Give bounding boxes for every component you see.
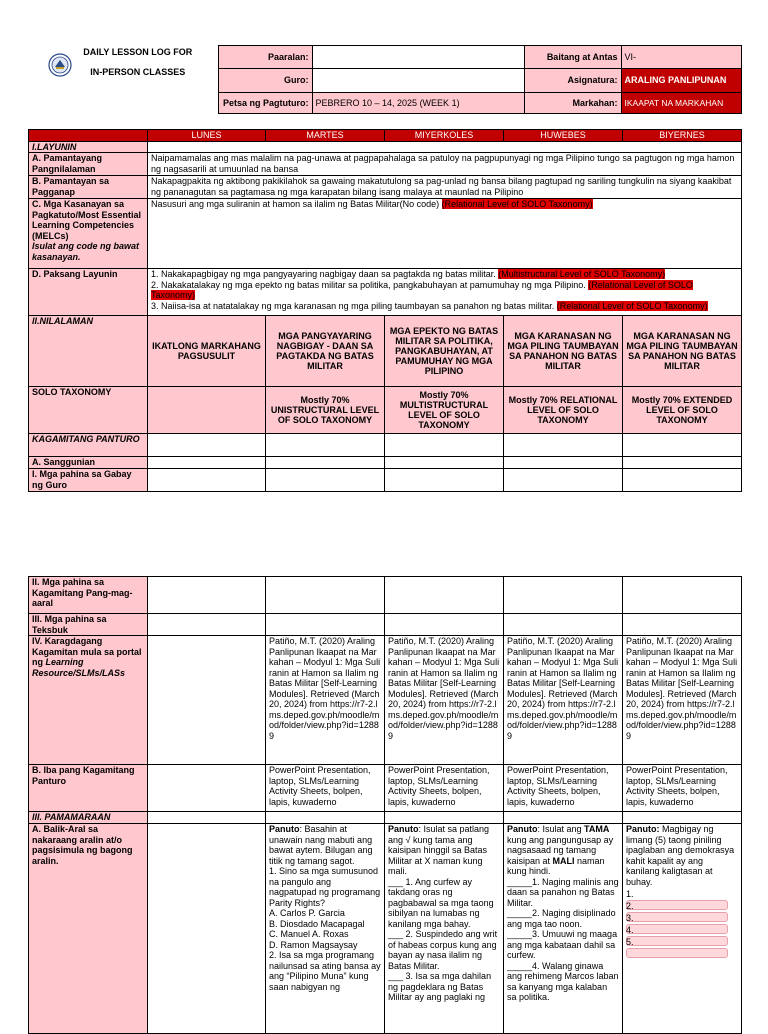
paaralan-label: Paaralan: xyxy=(218,46,312,69)
miyerkoles-activity-text: : Isulat sa patlang ang √ kung tama ang kaisipan hinggil sa Batas Militar at X naman kung mali. ___ 1. Ang curfew ay takdang oras ng pagbabawal sa mga taong sibilyan na lumabas ng kanilang mga bahay. ___ 2. Suspindedo ang writ of habeas corpus kung ang bayan ay nasa ilalim ng Batas Militar. ___ 3. Isa sa mga dahilan ng pagdeklara ng Batas Militar ay ang paglaki ng xyxy=(388,824,498,1002)
melc-note: Isulat ang code ng bawat kasanayan. xyxy=(32,241,140,262)
asignatura-label: Asignatura: xyxy=(524,69,621,93)
huwebes-panuto-label: Panuto xyxy=(507,824,538,834)
pamantayan-pagganap-text: Nakapagpakita ng aktibong pakikilahok sa gawaing makatutulong sa pag-unlad ng bansa bilang pagtupad ng sariling tungkulin na siyang kaakibat ng pananagutan sa pagtamasa ng mga karapatan bilang isang malaya at maunlad na Pilipino xyxy=(148,176,742,199)
reference-huwebes: Patiño, M.T. (2020) Araling Panlipunan Ikaapat na Markahan – Modyul 1: Mga Suliranin at Hamon sa Ilalim ng Batas Militar [Self-Learning Modules]. Retrieved (March 20, 2024) from https://r7-2.lms.deped.gov.ph/moodle/mod/folder/view.php?id=12889 xyxy=(504,636,623,765)
paksang-layunin-list xyxy=(148,269,742,316)
tama-keyword: TAMA xyxy=(584,824,610,834)
lesson-table-part2: II. Mga pahina sa Kagamitang Pang-mag-aaral III. Mga pahina sa Teksbuk IV. Karagdagang Kagamitan mula sa portal ng Learning Resource/SLMs/LASs Patiño, M.T. (2020) Araling Panlipunan Ikaapat na Markahan – Modyul 1: Mga Suliranin at Hamon sa Ilalim ng Batas Militar [Self-Learning Modules]. Retrieved (March 20, 2024) from https://r7-2.lms.deped.gov.ph/moodle/mod/folder/view.php?id=12889 Patiño, M.T. (2020) Araling Panlipunan Ikaapat na Markahan – Modyul 1: Mga Suliranin at Hamon sa Ilalim ng Batas Militar [Self-Learning Modules]. Retrieved (March 20, 2024) from https://r7-2.lms.deped.gov.ph/moodle/mod/folder/view.php?id=12889 Patiño, M.T. (2020) Araling Panlipunan Ikaapat na Markahan – Modyul 1: Mga Suliranin at Hamon sa Ilalim ng Batas Militar [Self-Learning Modules]. Retrieved (March 20, 2024) from https://r7-2.lms.deped.gov.ph/moodle/mod/folder/view.php?id=12889 Patiño, M.T. (2020) Araling Panlipunan Ikaapat na Markahan – Modyul 1: Mga Suliranin at Hamon sa Ilalim ng Batas Militar [Self-Learning Modules]. Retrieved (March 20, 2024) from https://r7-2.lms.deped.gov.ph/moodle/mod/folder/view.php?id=12889 B. Iba pang Kagamitang Panturo PowerPoint Presentation, laptop, SLMs/Learning Activity Sheets, bolpen, lapis, kuwaderno PowerPoint Presentation, laptop, SLMs/Learning Activity Sheets, bolpen, lapis, kuwaderno PowerPoint Presentation, laptop, SLMs/Learning Activity Sheets, bolpen, lapis, kuwaderno PowerPoint Presentation, laptop, SLMs/Learning Activity Sheets, bolpen, lapis, kuwaderno III. PAMAMARAAN A. Balik-Aral sa nakaraang aralin at/o pagsisimula ng bagong aralin. Panuto: Basahin at unawain nang mabuti ang bawat aytem. Bilugan ang titik ng tamang sagot. 1. Sino sa mga sumusunod na pangulo ang nagpatupad ng programang Parity Rights? A. Carlos P. Garcia B. Diosdado Macapagal C. Manuel A. Roxas D. Ramon Magsaysay 2. Isa sa mga programang nailunsad sa ating bansa ay ang “Pilipino Muna” kung saan nabigyan ng Panuto: Isulat sa patlang ang √ kung tama ang kaisipan hinggil sa Batas Militar at X naman kung mali. ___ 1. Ang curfew ay takdang oras ng pagbabawal sa mga taong sibilyan na lumabas ng kanilang mga bahay. ___ 2. Suspindedo ang writ of habeas corpus kung ang bayan ay nasa ilalim ng Batas Militar. ___ 3. Isa sa mga dahilan ng pagdeklara ng Batas Militar ay ang paglaki ng Panuto: Isulat ang TAMA kung ang pangungusap ay nagsasaad ng tamang kaisipan at MALI naman kung hindi. _____1. Naging malinis ang daan sa panahon ng Batas Militar. _____2. Naging disiplinado ang mga tao noon. _____3. Umuuwi ng maaga ang mga kabataan dahil sa curfew. _____4. Walang ginawa ang rehimeng Marcos laban sa kanyang mga kalaban sa politika. Panuto: Magbigay ng limang (5) taong piniling ipaglaban ang demokrasya kahit kapalit ay ang kanilang kaligtasan at buhay. 1. 2. 3. 4. 5. xyxy=(28,576,742,1034)
answer-field-5[interactable] xyxy=(626,948,728,958)
paksang-layunin-label: D. Paksang Layunin xyxy=(29,269,148,316)
gabay-guro-label: I. Mga pahina sa Gabay ng Guro xyxy=(29,469,148,492)
reference-martes: Patiño, M.T. (2020) Araling Panlipunan Ikaapat na Markahan – Modyul 1: Mga Suliranin at Hamon sa Ilalim ng Batas Militar [Self-Learning Modules]. Retrieved (March 20, 2024) from https://r7-2.lms.deped.gov.ph/moodle/mod/folder/view.php?id=12889 xyxy=(266,636,385,765)
day-miyerkoles: MIYERKOLES xyxy=(385,130,504,142)
answer-field-1[interactable] xyxy=(626,900,728,910)
paaralan-value[interactable] xyxy=(312,46,524,69)
iba-kagamitan-miyerkoles: PowerPoint Presentation, laptop, SLMs/Learning Activity Sheets, bolpen, lapis, kuwaderno xyxy=(385,765,504,812)
baitang-label: Baitang at Antas xyxy=(524,46,621,69)
solo-biyernes: Mostly 70% EXTENDED LEVEL OF SOLO TAXONOMY xyxy=(623,387,742,434)
iba-kagamitan-huwebes: PowerPoint Presentation, laptop, SLMs/Learning Activity Sheets, bolpen, lapis, kuwaderno xyxy=(504,765,623,812)
solo-martes: Mostly 70% UNISTRUCTURAL LEVEL OF SOLO TAXONOMY xyxy=(266,387,385,434)
solo-huwebes: Mostly 70% RELATIONAL LEVEL OF SOLO TAXONOMY xyxy=(504,387,623,434)
kagamitang-pang-mag-aaral-label: II. Mga pahina sa Kagamitang Pang-mag-aaral xyxy=(29,577,148,614)
petsa-value[interactable]: PEBRERO 10 – 14, 2025 (WEEK 1) xyxy=(312,93,524,114)
answer-row-2: 2. xyxy=(626,901,738,913)
nilalaman-lunes: IKATLONG MARKAHANG PAGSUSULIT xyxy=(148,316,266,387)
reference-biyernes: Patiño, M.T. (2020) Araling Panlipunan Ikaapat na Markahan – Modyul 1: Mga Suliranin at Hamon sa Ilalim ng Batas Militar [Self-Learning Modules]. Retrieved (March 20, 2024) from https://r7-2.lms.deped.gov.ph/moodle/mod/folder/view.php?id=12889 xyxy=(623,636,742,765)
miyerkoles-panuto-label: Panuto xyxy=(388,824,419,834)
petsa-label: Petsa ng Pagtuturo: xyxy=(218,93,312,114)
kagamitang-panturo-heading: KAGAMITANG PANTURO xyxy=(29,434,148,457)
martes-activity-text: : Basahin at unawain nang mabuti ang bawat aytem. Bilugan ang titik ng tamang sagot. 1. Sino sa mga sumusunod na pangulo ang nagpatupad ng programang Parity Rights? A. Carlos P. Garcia B. Diosdado Macapagal C. Manuel A. Roxas D. Ramon Magsaysay 2. Isa sa mga programang nailunsad sa ating bansa ay ang “Pilipino Muna” kung saan nabigyan ng xyxy=(269,824,381,992)
karagdagang-label: IV. Karagdagang Kagamitan mula sa portal ng xyxy=(32,636,142,667)
balik-aral-label: A. Balik-Aral sa nakaraang aralin at/o pagsisimula ng bagong aralin. xyxy=(29,824,148,1034)
teksbuk-label: III. Mga pahina sa Teksbuk xyxy=(29,614,148,636)
guro-value[interactable] xyxy=(312,69,524,93)
answer-row-3: 3. xyxy=(626,913,738,925)
solo-miyerkoles: Mostly 70% MULTISTRUCTURAL LEVEL OF SOLO TAXONOMY xyxy=(385,387,504,434)
melc-solo-highlight: (Relational Level of SOLO Taxonomy) xyxy=(441,199,593,209)
pamantayan-pagganap-label: B. Pamantayan sa Pagganap xyxy=(29,176,148,199)
answer-field-4[interactable] xyxy=(626,936,728,946)
iba-kagamitan-label: B. Iba pang Kagamitang Panturo xyxy=(29,765,148,812)
mali-keyword: MALI xyxy=(552,855,575,866)
sanggunian-label: A. Sanggunian xyxy=(29,457,148,469)
martes-panuto-label: Panuto xyxy=(269,824,300,834)
nilalaman-heading: II.NILALAMAN xyxy=(29,316,148,387)
melc-text: Nasusuri ang mga suliranin at hamon sa ilalim ng Batas Militar(No code) xyxy=(151,199,440,209)
answer-field-3[interactable] xyxy=(626,924,728,934)
nilalaman-biyernes: MGA KARANASAN NG MGA PILING TAUMBAYAN SA PANAHON NG BATAS MILITAR xyxy=(623,316,742,387)
iba-kagamitan-martes: PowerPoint Presentation, laptop, SLMs/Learning Activity Sheets, bolpen, lapis, kuwaderno xyxy=(266,765,385,812)
solo-taxonomy-label: SOLO TAXONOMY xyxy=(29,387,148,434)
nilalaman-miyerkoles: MGA EPEKTO NG BATAS MILITAR SA POLITIKA, PANGKABUHAYAN, AT PAMUMUHAY NG MGA PILIPINO xyxy=(385,316,504,387)
iba-kagamitan-biyernes: PowerPoint Presentation, laptop, SLMs/Learning Activity Sheets, bolpen, lapis, kuwaderno xyxy=(623,765,742,812)
header-table xyxy=(28,45,742,114)
nilalaman-huwebes: MGA KARANASAN NG MGA PILING TAUMBAYAN SA PANAHON NG BATAS MILITAR xyxy=(504,316,623,387)
day-lunes: LUNES xyxy=(148,130,266,142)
pamantayang-pangnilalaman-text: Naipamamalas ang mas malalim na pag-unawa at pagpapahalaga sa patuloy na pagpupunyagi ng mga Pilipino tungo sa pagtugon ng mga hamon ng nagsasarili at umuunlad na bansa xyxy=(148,153,742,176)
answer-row-1: 1. xyxy=(626,889,738,901)
title-line-1: DAILY LESSON LOG FOR xyxy=(83,46,193,57)
markahan-value[interactable]: IKAAPAT NA MARKAHAN xyxy=(621,93,741,114)
nilalaman-martes: MGA PANGYAYARING NAGBIGAY - DAAN SA PAGTAKDA NG BATAS MILITAR xyxy=(266,316,385,387)
objective-3: 3. Naiisa-isa at natatalakay ng mga karanasan ng mga piling taumbayan sa panahon ng batas militar. (Relational Level of SOLO Taxonomy) xyxy=(151,300,708,311)
guro-label: Guro: xyxy=(218,69,312,93)
baitang-value[interactable]: VI- xyxy=(621,46,741,69)
huwebes-activity-text: naman kung hindi. _____1. Naging malinis ang daan sa panahon ng Batas Militar. _____2. Naging disiplinado ang mga tao noon. _____3. Umuuwi ng maaga ang mga kabataan dahil sa curfew. _____4. Walang ginawa ang rehimeng Marcos laban sa kanyang mga kalaban sa politika. xyxy=(507,855,619,1002)
pamamaraan-heading: III. PAMAMARAAN xyxy=(29,812,148,824)
layunin-heading: I.LAYUNIN xyxy=(29,141,148,153)
lesson-table-part1 xyxy=(28,129,742,492)
melc-label: C. Mga Kasanayan sa Pagkatuto/Most Essential Learning Competencies (MELCs) xyxy=(32,199,142,241)
karagdagang-label-italic: Learning Resource/SLMs/LASs xyxy=(32,657,126,678)
day-huwebes: HUWEBES xyxy=(504,130,623,142)
answer-row-5: 5. xyxy=(626,937,738,949)
day-biyernes: BIYERNES xyxy=(623,130,742,142)
objective-1: 1. Nakakapagbigay ng mga pangyayaring nagbigay daan sa pagtakda ng batas militar. (Multistructural Level of SOLO Taxonomy) xyxy=(151,269,666,279)
pamantayang-pangnilalaman-label: A. Pamantayang Pangnilalaman xyxy=(29,153,148,176)
day-martes: MARTES xyxy=(266,130,385,142)
asignatura-value[interactable]: ARALING PANLIPUNAN xyxy=(621,69,741,93)
title-line-2: IN-PERSON CLASSES xyxy=(90,67,186,77)
solo-lunes xyxy=(148,387,266,434)
reference-miyerkoles: Patiño, M.T. (2020) Araling Panlipunan Ikaapat na Markahan – Modyul 1: Mga Suliranin at Hamon sa Ilalim ng Batas Militar [Self-Learning Modules]. Retrieved (March 20, 2024) from https://r7-2.lms.deped.gov.ph/moodle/mod/folder/view.php?id=12889 xyxy=(385,636,504,765)
markahan-label: Markahan: xyxy=(524,93,621,114)
biyernes-panuto-label: Panuto: xyxy=(626,824,660,834)
day-header-row xyxy=(29,130,742,142)
objective-2: 2. Nakakatalakay ng mga epekto ng batas militar sa politika, pangkabuhayan at pamumuhay ng mga Pilipino. (Relational Level of SOLO Taxonomy) xyxy=(151,279,693,300)
biyernes-activity-text: Magbigay ng limang (5) taong piniling ipaglaban ang demokrasya kahit kapalit ay ang kanilang kaligtasan at buhay. xyxy=(626,824,735,887)
answer-row-4: 4. xyxy=(626,925,738,937)
answer-field-2[interactable] xyxy=(626,912,728,922)
